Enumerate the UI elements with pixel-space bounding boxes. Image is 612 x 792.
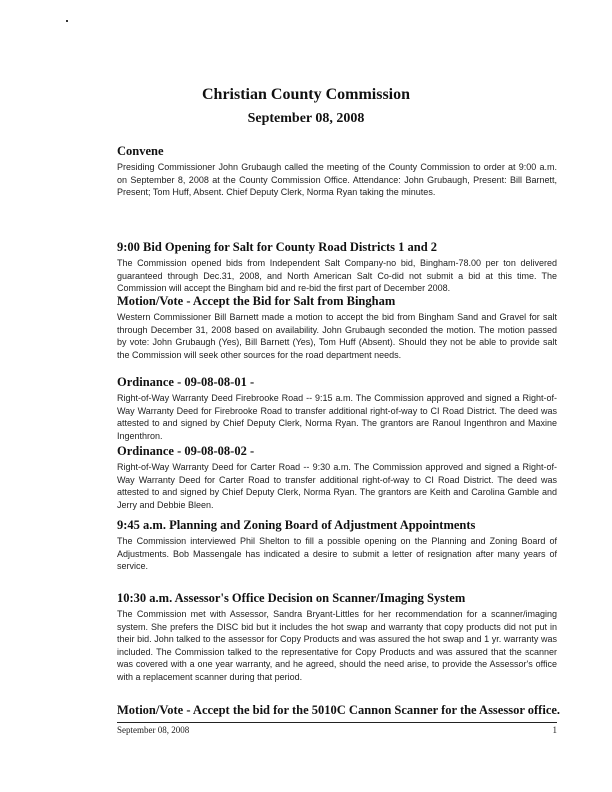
section-heading: 10:30 a.m. Assessor's Office Decision on Scanner/Imaging System (117, 591, 466, 605)
section-body: Right-of-Way Warranty Deed for Carter Road -- 9:30 a.m. The Commission approved and signed a Right-of-Way Warranty Deed for Carter Road to transfer additional right-of-way to CI Road District. The deed was attested to and signed by Chief Deputy Clerk, Norma Ryan. The grantors are Keith and Carolina Gamble and Jerry and Debbie Bleen. (117, 462, 557, 510)
section-body: The Commission opened bids from Independent Salt Company-no bid, Bingham-78.00 per ton delivered guaranteed through Dec.31, 2008, and North American Salt Co-did not submit a bid at this time. The Commission will accept the Bingham bid and re-bid the first part of December 2008. (117, 258, 557, 294)
section-motion-scanner (117, 703, 561, 720)
section-heading: Convene (117, 144, 164, 158)
section-ordinance-01 (117, 375, 557, 442)
section-heading: Ordinance - 09-08-08-02 - (117, 444, 255, 458)
section-ordinance-02 (117, 444, 557, 511)
footer-date: September 08, 2008 (117, 725, 190, 735)
section-body: Presiding Commissioner John Grubaugh called the meeting of the County Commission to order at 9:00 a.m. on September 8, 2008 at the County Commission Office. Attendance: John Grubaugh, Present: Bill Barnett, Present; Tom Huff, Absent. Chief Deputy Clerk, Norma Ryan taking the minutes. (117, 162, 557, 198)
section-heading: Motion/Vote - Accept the Bid for Salt from Bingham (117, 294, 396, 308)
section-heading: Motion/Vote - Accept the bid for the 5010C Cannon Scanner for the Assessor office. (117, 703, 561, 717)
section-body: The Commission met with Assessor, Sandra Bryant-Littles for her recommendation for a scanner/imaging system. She prefers the DISC bid but it includes the hot swap and warranty that copy products did not put in their bid. John talked to the assessor for Copy Products and was assured the hot swap and 1 yr. warranty was included. The Commission talked to the representative for Copy Products and was assured that the scanner was covered with a one year warranty, and he agreed, should the need arise, to provide the Assessor's office with a replacement scanner during that period. (117, 609, 557, 682)
section-salt-bid-opening (117, 240, 557, 295)
section-motion-salt (117, 294, 557, 361)
page-footer (117, 722, 557, 735)
section-assessor-scanner (117, 591, 557, 684)
section-heading: Ordinance - 09-08-08-01 - (117, 375, 255, 389)
page-number: 1 (552, 725, 557, 735)
section-body: The Commission interviewed Phil Shelton to fill a possible opening on the Planning and Zoning Board of Adjustments. Bob Massengale has indicated a desire to submit a letter of resignation after many years of service. (117, 536, 557, 572)
section-heading: 9:00 Bid Opening for Salt for County Road Districts 1 and 2 (117, 240, 438, 254)
section-convene (117, 144, 557, 199)
section-heading: 9:45 a.m. Planning and Zoning Board of Adjustment Appointments (117, 518, 476, 532)
section-planning-zoning (117, 518, 557, 573)
scan-speck (66, 20, 68, 22)
document-title: Christian County Commission (201, 86, 411, 103)
document-date: September 08, 2008 (247, 111, 365, 126)
section-body: Western Commissioner Bill Barnett made a motion to accept the bid from Bingham Sand and Gravel for salt through December 31, 2008 based on availability. John Grubaugh seconded the motion. The motion passed by vote: John Grubaugh (Yes), Bill Barnett (Yes), Tom Huff (Absent). Should they not be able to provide salt the Commission will seek other sources for the road department needs. (117, 312, 557, 360)
section-body: Right-of-Way Warranty Deed Firebrooke Road -- 9:15 a.m. The Commission approved and signed a Right-of-Way Warranty Deed for Firebrooke Road to transfer additional right-of-way to CI Road District. The deed was attested to and signed by Chief Deputy Clerk, Norma Ryan. The grantors are Ranoul Ingenthron and Maxine Ingenthron. (117, 393, 557, 441)
